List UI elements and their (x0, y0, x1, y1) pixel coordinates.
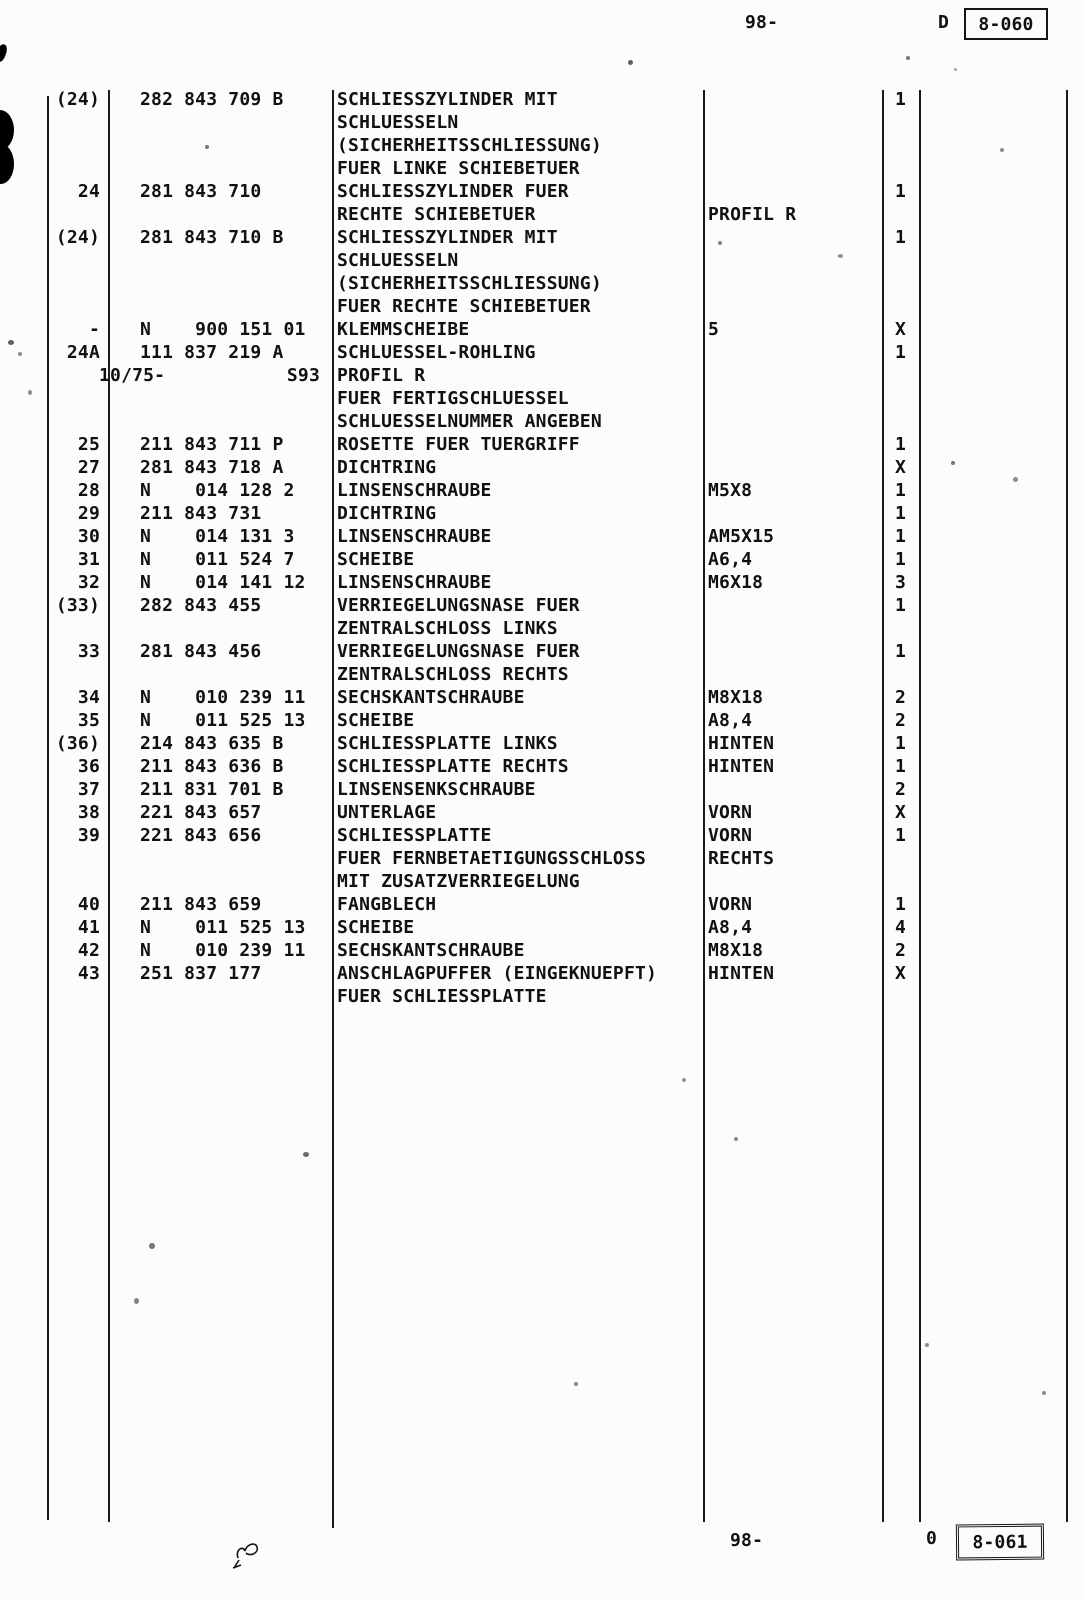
date-range-value: 10/75- (99, 365, 166, 386)
remark-cell: M6X18 (708, 572, 764, 593)
pos-cell: 43 (77, 963, 100, 984)
remark-cell: VORN (708, 894, 753, 915)
table-row (47, 410, 1066, 433)
quantity-cell: X (894, 457, 907, 478)
description-cell: FUER LINKE SCHIEBETUER (337, 158, 580, 179)
remark-cell: HINTEN (708, 963, 775, 984)
pos-cell: 28 (77, 480, 100, 501)
table-row (47, 847, 1066, 870)
scan-speck (682, 1078, 686, 1082)
part-number-cell: 211 843 636 B (140, 756, 284, 777)
part-number-cell: 281 843 718 A (140, 457, 284, 478)
table-row (47, 272, 1066, 295)
scan-speck (925, 1343, 929, 1347)
description-cell: SCHEIBE (337, 549, 415, 570)
description-cell: (SICHERHEITSSCHLIESSUNG) (337, 135, 602, 156)
part-number-cell (99, 365, 332, 386)
footer-fiche-code: 8-061 (972, 1531, 1028, 1553)
scan-speck (906, 56, 910, 60)
quantity-cell: 1 (894, 503, 907, 524)
description-cell: (SICHERHEITSSCHLIESSUNG) (337, 273, 602, 294)
remark-cell: HINTEN (708, 733, 775, 754)
description-cell: FUER SCHLIESSPLATTE (337, 986, 547, 1007)
quantity-cell: 2 (894, 710, 907, 731)
pos-cell: (36) (55, 733, 100, 754)
description-cell: LINSENSCHRAUBE (337, 572, 492, 593)
table-row (47, 617, 1066, 640)
part-number-cell: 211 843 731 (140, 503, 262, 524)
table-row (47, 778, 1066, 801)
quantity-cell: 1 (894, 595, 907, 616)
description-cell: SCHLIESSPLATTE RECHTS (337, 756, 569, 777)
part-number-cell: N 014 128 2 (140, 480, 295, 501)
scan-speck (205, 145, 209, 149)
table-row (47, 594, 1066, 617)
table-column-divider (1066, 90, 1068, 1522)
description-cell: ROSETTE FUER TUERGRIFF (337, 434, 580, 455)
remark-cell: AM5X15 (708, 526, 775, 547)
part-number-cell: 211 843 711 P (140, 434, 284, 455)
footer-fiche-code-box (956, 1524, 1044, 1561)
table-row (47, 663, 1066, 686)
description-cell: ANSCHLAGPUFFER (EINGEKNUEPFT) (337, 963, 658, 984)
description-cell: LINSENSENKSCHRAUBE (337, 779, 536, 800)
table-row (47, 479, 1066, 502)
description-cell: SECHSKANTSCHRAUBE (337, 940, 525, 961)
header-page-number: 98- (745, 12, 779, 33)
scan-blob-artifact (0, 144, 14, 184)
table-row (47, 939, 1066, 962)
part-number-cell: N 900 151 01 (140, 319, 306, 340)
part-number-cell: N 011 524 7 (140, 549, 295, 570)
description-cell: FANGBLECH (337, 894, 437, 915)
scan-speck (718, 241, 722, 245)
table-row (47, 801, 1066, 824)
pos-cell: (24) (55, 89, 100, 110)
description-cell: SCHLIESSZYLINDER MIT (337, 89, 558, 110)
pos-cell: 31 (77, 549, 100, 570)
description-cell: SCHLUESSELN (337, 112, 459, 133)
scan-speck (574, 1382, 578, 1386)
table-row (47, 295, 1066, 318)
quantity-cell: 1 (894, 549, 907, 570)
part-number-cell: 211 843 659 (140, 894, 262, 915)
table-row (47, 249, 1066, 272)
remark-cell: RECHTS (708, 848, 775, 869)
pos-cell: 29 (77, 503, 100, 524)
description-cell: LINSENSCHRAUBE (337, 480, 492, 501)
table-row (47, 870, 1066, 893)
scan-speck (951, 461, 955, 465)
part-number-cell: N 010 239 11 (140, 687, 306, 708)
description-cell: SCHLUESSEL-ROHLING (337, 342, 536, 363)
quantity-cell: 1 (894, 641, 907, 662)
description-cell: SECHSKANTSCHRAUBE (337, 687, 525, 708)
quantity-cell: 1 (894, 89, 907, 110)
table-row (47, 916, 1066, 939)
pos-cell: 39 (77, 825, 100, 846)
description-cell: FUER FERNBETAETIGUNGSSCHLOSS (337, 848, 647, 869)
quantity-cell: 2 (894, 687, 907, 708)
description-cell: VERRIEGELUNGSNASE FUER (337, 595, 580, 616)
pos-cell: 32 (77, 572, 100, 593)
quantity-cell: 1 (894, 480, 907, 501)
part-number-cell: 211 831 701 B (140, 779, 284, 800)
quantity-cell: 2 (894, 779, 907, 800)
remark-cell: A6,4 (708, 549, 753, 570)
part-number-cell: 221 843 656 (140, 825, 262, 846)
table-row (47, 525, 1066, 548)
table-row (47, 157, 1066, 180)
header-fiche-code-box (964, 8, 1048, 40)
description-cell: SCHEIBE (337, 710, 415, 731)
table-row (47, 985, 1066, 1008)
table-row (47, 364, 1066, 387)
part-number-cell: 111 837 219 A (140, 342, 284, 363)
description-cell: RECHTE SCHIEBETUER (337, 204, 536, 225)
scan-speck (1042, 1391, 1046, 1395)
table-row (47, 732, 1066, 755)
quantity-cell: 2 (894, 940, 907, 961)
quantity-cell: 4 (894, 917, 907, 938)
part-number-cell: N 011 525 13 (140, 917, 306, 938)
scan-speck (134, 1298, 139, 1304)
table-row (47, 755, 1066, 778)
scan-speck (18, 352, 22, 356)
description-cell: UNTERLAGE (337, 802, 437, 823)
description-cell: PROFIL R (337, 365, 426, 386)
description-cell: DICHTRING (337, 503, 437, 524)
header-section-letter: D (938, 12, 950, 33)
quantity-cell: X (894, 319, 907, 340)
remark-cell: A8,4 (708, 917, 753, 938)
table-row (47, 341, 1066, 364)
scan-speck (28, 390, 32, 395)
pos-cell: 37 (77, 779, 100, 800)
pos-cell: 42 (77, 940, 100, 961)
quantity-cell: X (894, 963, 907, 984)
part-number-cell: 281 843 710 (140, 181, 262, 202)
description-cell: SCHLIESSZYLINDER MIT (337, 227, 558, 248)
parts-table (47, 88, 1066, 1008)
table-row (47, 571, 1066, 594)
scan-speck (1013, 477, 1018, 482)
part-number-cell: 221 843 657 (140, 802, 262, 823)
description-cell: SCHLIESSPLATTE (337, 825, 492, 846)
table-row (47, 88, 1066, 111)
table-row (47, 686, 1066, 709)
table-row (47, 640, 1066, 663)
pos-cell: 34 (77, 687, 100, 708)
quantity-cell: 1 (894, 526, 907, 547)
pos-cell: - (88, 319, 100, 340)
quantity-cell: 1 (894, 434, 907, 455)
description-cell: FUER RECHTE SCHIEBETUER (337, 296, 591, 317)
quantity-cell: 3 (894, 572, 907, 593)
quantity-cell: 1 (894, 342, 907, 363)
part-number-cell: 281 843 710 B (140, 227, 284, 248)
pos-cell: (33) (55, 595, 100, 616)
quantity-cell: 1 (894, 825, 907, 846)
scan-speck (8, 340, 14, 345)
pos-cell: (24) (55, 227, 100, 248)
remark-cell: VORN (708, 802, 753, 823)
model-code-value: S93 (286, 365, 320, 386)
footer-section-letter: 0 (926, 1528, 938, 1549)
remark-cell: PROFIL R (708, 204, 797, 225)
pos-cell: 35 (77, 710, 100, 731)
table-row (47, 226, 1066, 249)
table-row (47, 456, 1066, 479)
quantity-cell: 1 (894, 894, 907, 915)
table-row (47, 111, 1066, 134)
remark-cell: HINTEN (708, 756, 775, 777)
description-cell: KLEMMSCHEIBE (337, 319, 470, 340)
table-row (47, 502, 1066, 525)
description-cell: MIT ZUSATZVERRIEGELUNG (337, 871, 580, 892)
description-cell: SCHLIESSPLATTE LINKS (337, 733, 558, 754)
table-row (47, 548, 1066, 571)
description-cell: SCHEIBE (337, 917, 415, 938)
description-cell: FUER FERTIGSCHLUESSEL (337, 388, 569, 409)
scan-speck (303, 1152, 309, 1157)
table-row (47, 387, 1066, 410)
part-number-cell: 282 843 455 (140, 595, 262, 616)
table-row (47, 433, 1066, 456)
table-row (47, 318, 1066, 341)
scan-edge-mark-artifact (0, 43, 9, 63)
scan-scribble-artifact (228, 1536, 268, 1576)
description-cell: SCHLIESSZYLINDER FUER (337, 181, 569, 202)
scan-speck (954, 68, 957, 71)
part-number-cell: N 014 131 3 (140, 526, 295, 547)
part-number-cell: N 011 525 13 (140, 710, 306, 731)
part-number-cell: 282 843 709 B (140, 89, 284, 110)
table-row (47, 203, 1066, 226)
quantity-cell: X (894, 802, 907, 823)
remark-cell: M8X18 (708, 940, 764, 961)
remark-cell: M5X8 (708, 480, 753, 501)
part-number-cell: N 014 141 12 (140, 572, 306, 593)
description-cell: ZENTRALSCHLOSS RECHTS (337, 664, 569, 685)
part-number-cell: 281 843 456 (140, 641, 262, 662)
pos-cell: 30 (77, 526, 100, 547)
pos-cell: 25 (77, 434, 100, 455)
description-cell: DICHTRING (337, 457, 437, 478)
table-row (47, 962, 1066, 985)
description-cell: ZENTRALSCHLOSS LINKS (337, 618, 558, 639)
remark-cell: M8X18 (708, 687, 764, 708)
description-cell: VERRIEGELUNGSNASE FUER (337, 641, 580, 662)
pos-cell: 41 (77, 917, 100, 938)
table-row (47, 134, 1066, 157)
scan-speck (1000, 148, 1004, 152)
pos-cell: 40 (77, 894, 100, 915)
table-row (47, 824, 1066, 847)
pos-cell: 36 (77, 756, 100, 777)
pos-cell: 38 (77, 802, 100, 823)
description-cell: LINSENSCHRAUBE (337, 526, 492, 547)
remark-cell: VORN (708, 825, 753, 846)
table-row (47, 180, 1066, 203)
table-row (47, 709, 1066, 732)
quantity-cell: 1 (894, 733, 907, 754)
quantity-cell: 1 (894, 181, 907, 202)
scan-speck (149, 1243, 155, 1249)
pos-cell: 24A (66, 342, 100, 363)
description-cell: SCHLUESSELNUMMER ANGEBEN (337, 411, 602, 432)
scan-speck (734, 1137, 738, 1141)
part-number-cell: 251 837 177 (140, 963, 262, 984)
table-row (47, 893, 1066, 916)
scan-speck (628, 60, 633, 65)
header-fiche-code: 8-060 (978, 13, 1034, 35)
pos-cell: 33 (77, 641, 100, 662)
description-cell: SCHLUESSELN (337, 250, 459, 271)
footer-page-number: 98- (730, 1530, 764, 1551)
scan-speck (838, 254, 843, 258)
pos-cell: 24 (77, 181, 100, 202)
part-number-cell: 214 843 635 B (140, 733, 284, 754)
quantity-cell: 1 (894, 756, 907, 777)
remark-cell: A8,4 (708, 710, 753, 731)
quantity-cell: 1 (894, 227, 907, 248)
pos-cell: 27 (77, 457, 100, 478)
remark-cell: 5 (708, 319, 720, 340)
part-number-cell: N 010 239 11 (140, 940, 306, 961)
